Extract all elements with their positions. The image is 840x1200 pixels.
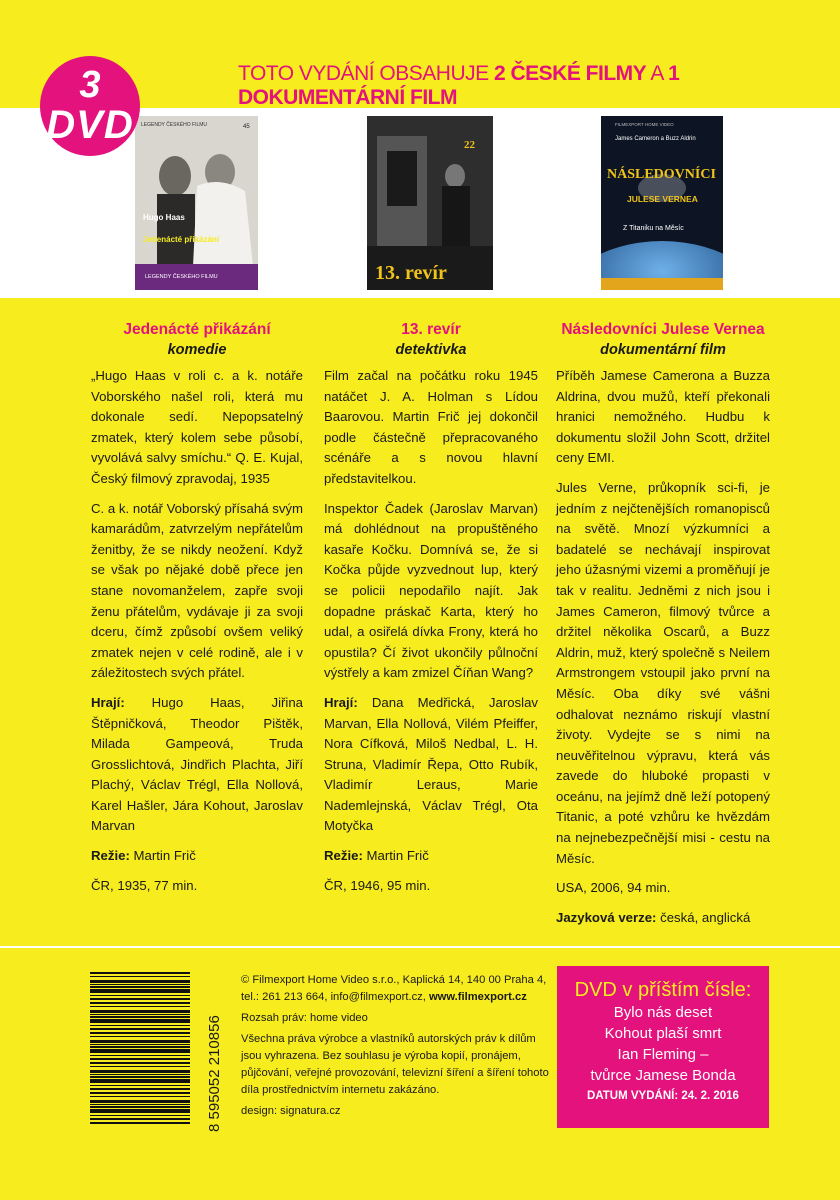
barcode-bar: [90, 998, 190, 1000]
cover-art-1: [135, 116, 258, 290]
cover-13-revir: [367, 116, 493, 290]
barcode-bar: [90, 1044, 190, 1045]
publisher-line1: © Filmexport Home Video s.r.o., Kaplická 14, 140 00 Praha 4,: [241, 974, 547, 986]
barcode-bar: [90, 1066, 190, 1067]
header-highlight2: 1 DOKUMENTÁRNÍ FILM: [238, 62, 680, 109]
barcode-bar: [90, 1122, 190, 1124]
barcode-bar: [90, 1032, 190, 1034]
film-director: [324, 846, 538, 867]
edition-header: [238, 62, 840, 110]
badge-number: 3: [79, 64, 101, 106]
cover2-badge: 22: [464, 139, 475, 151]
film-column-3: [556, 320, 770, 937]
language-value: česká, anglická: [660, 909, 751, 925]
cover-nasledovnici: [601, 116, 723, 290]
cover1-actor: Hugo Haas: [143, 213, 185, 222]
cover3-credit: James Cameron a Buzz Aldrin: [615, 136, 696, 142]
footer-divider: [0, 946, 840, 948]
cover3-title: NÁSLEDOVNÍCI: [607, 167, 716, 182]
barcode-bar: [90, 984, 190, 985]
promo-title: DVD v příštím čísle:: [574, 979, 752, 1001]
barcode-bar: [90, 976, 190, 977]
cast-list: Hugo Haas, Jiřina Štěpničková, Theodor Pištěk, Milada Gampeová, Truda Grosslichtová, Jindřich Plachta, Jiří Plachý, Václav Trégl, Ella Nollová, Karel Hašler, Jára Kohout, Jaroslav Marvan: [91, 694, 303, 834]
cover2-title: 13. revír: [375, 262, 447, 284]
publisher-address: [241, 972, 551, 1006]
language-label: Jazyková verze:: [556, 909, 657, 925]
barcode-bar: [90, 1079, 190, 1083]
barcode-bar: [90, 1104, 190, 1105]
film-title: Následovníci Julese Vernea: [561, 321, 765, 338]
film-info: ČR, 1935, 77 min.: [91, 877, 198, 893]
barcode-bar: [90, 1036, 190, 1037]
barcode-bar: [90, 1118, 190, 1120]
film-title: 13. revír: [401, 321, 461, 338]
barcode-bars: [90, 970, 190, 1130]
film-synopsis: C. a k. notář Voborský přísahá svým kamarádům, zatvrzelým nepřátelům ženitby, že se nikdy neožení. Když se však po nějaké době přece jen stane novomanželem, zapře svoji ženu přátelům, vydávaje ji za svoji dceru, čímž způsobí ovšem veliký zmatek nejen v celé rodině, ale i v záležitostech svých přátel.: [91, 500, 303, 681]
film-title: Jedenácté přikázání: [123, 321, 271, 338]
barcode-bar: [90, 1049, 190, 1053]
barcode-bar: [90, 986, 190, 988]
film-genre: dokumentární film: [600, 342, 726, 358]
barcode-bar: [90, 1092, 190, 1094]
barcode-bar: [90, 972, 190, 974]
film-synopsis: Inspektor Čadek (Jaroslav Marvan) má dohlédnout na propuštěného kasaře Kočku. Domnívá se, že si Kočka půjde vyzvednout lup, který se policii nepodařilo najít. Jak dopadne práskač Karta, který ho udal, a osiřelá dívka Frony, která ho opustila? Čí život ukončily půlnoční výstřely a kam zmizel Číňan Wang?: [324, 500, 538, 681]
badge-label: DVD: [46, 103, 134, 147]
barcode-bar: [90, 1100, 190, 1103]
film-column-1: [91, 320, 303, 905]
barcode-bar: [90, 1006, 190, 1007]
barcode-bar: [90, 1076, 190, 1078]
cover3-top-text: FILMEXPORT HOME VIDEO: [615, 122, 674, 127]
next-issue-promo: [557, 966, 769, 1128]
cover-jedenacte-prikazani: [135, 116, 258, 290]
promo-date-value: 24. 2. 2016: [681, 1090, 739, 1102]
cover3-tagline: Z Titaniku na Měsíc: [623, 225, 684, 232]
cover-art-3: [601, 116, 723, 290]
publisher-line2: tel.: 261 213 664, info@filmexport.cz,: [241, 991, 426, 1003]
publisher-info: [241, 972, 551, 1124]
legal-notice: Všechna práva výrobce a vlastníků autorských práv k dílům jsou vyhrazena. Bez souhlasu je výroba kopií, pronájem, půjčování, veřejné provozování, televizní šíření a šíření tohoto díla prostřednictvím internetu zakázáno.: [241, 1033, 549, 1096]
barcode-bar: [90, 1010, 190, 1013]
cast-label: Hrají:: [91, 694, 125, 710]
promo-item: Ian Fleming –: [617, 1046, 709, 1063]
barcode-bar: [90, 1040, 190, 1043]
barcode-bar: [90, 1014, 190, 1015]
film-language: [556, 908, 770, 929]
film-column-2: [324, 320, 538, 905]
film-genre: detektivka: [395, 342, 467, 358]
barcode-bar: [90, 1070, 190, 1073]
barcode-bar: [90, 1016, 190, 1018]
director-name: Martin Frič: [366, 848, 429, 864]
barcode-bar: [90, 1088, 190, 1090]
cover3-subtitle: JULESE VERNEA: [627, 194, 698, 204]
barcode-bar: [90, 1096, 190, 1097]
dvd-count-badge: [40, 56, 140, 156]
barcode-bar: [90, 1055, 190, 1056]
barcode-bar: [90, 1115, 190, 1116]
barcode-bar: [90, 995, 190, 996]
barcode-bar: [90, 1109, 190, 1113]
cover1-bottom: LEGENDY ČESKÉHO FILMU: [145, 274, 218, 280]
header-highlight: 2 ČESKÉ FILMY: [493, 62, 647, 85]
cast-list: Dana Medřická, Jaroslav Marvan, Ella Nollová, Vilém Pfeiffer, Nora Cífková, Miloš Nedbal, L. H. Struna, Vladimír Řepa, Otto Rubík, Vladimír Leraus, Marie Nademlejnská, Václav Trégl, Ota Motyčka: [324, 694, 539, 834]
barcode-bar: [90, 1002, 190, 1004]
barcode-bar: [90, 1028, 190, 1030]
barcode-digits: [193, 972, 229, 1132]
barcode-bar: [90, 1046, 190, 1048]
promo-item: tvůrce Jamese Bonda: [590, 1067, 736, 1084]
film-quote: „Hugo Haas v roli c. a k. notáře Voborského našel roli, která mu dokonale sedí. Nepopsatelný zmatek, který kolem sebe působí, vyvolává salvy smíchu.“ Q. E. Kujal, Český filmový zpravodaj, 1935: [91, 368, 303, 486]
rights-scope: Rozsah práv: home video: [241, 1012, 368, 1024]
promo-item: Kohout plaší smrt: [604, 1025, 722, 1042]
film-info: USA, 2006, 94 min.: [556, 880, 671, 896]
barcode-bar: [90, 1106, 190, 1108]
design-credit: design: signatura.cz: [241, 1105, 341, 1117]
director-label: Režie:: [91, 848, 130, 864]
cover1-top-text: LEGENDY ČESKÉHO FILMU: [141, 122, 208, 128]
barcode-bar: [90, 1058, 190, 1060]
header-prefix: TOTO VYDÁNÍ OBSAHUJE: [238, 62, 489, 85]
promo-date-label: DATUM VYDÁNÍ:: [587, 1090, 679, 1102]
cast-label: Hrají:: [324, 694, 358, 710]
cover-art-2: [367, 116, 493, 290]
promo-date: [557, 1090, 769, 1102]
film-cast: [324, 693, 538, 837]
film-intro: Příběh Jamese Camerona a Buzza Aldrina, dvou mužů, kteří překonali hranici nemožného. Hudbu k dokumentu složil John Scott, držitel ceny EMI.: [556, 368, 770, 466]
film-director: [91, 846, 303, 867]
barcode-bar: [90, 989, 190, 993]
barcode-bar: [90, 980, 190, 983]
barcode-bar: [90, 1025, 190, 1026]
barcode-bar: [90, 1062, 190, 1064]
publisher-website[interactable]: www.filmexport.cz: [428, 991, 527, 1003]
cover1-title: Jedenácté přikázání: [143, 235, 220, 244]
film-synopsis: Jules Verne, průkopník sci-fi, je jedním z nejčtenějších romanopisců na světě. Mnozí výzkumníci a badatelé se nechávají inspirovat jeho úžasnými vizemi a proměňují je tak v realitu. Jedněmi z nich jsou i James Cameron, filmový tvůrce a držitel několika Oscarů, a Buzz Aldrin, muž, který společně s Neilem Armstrongem vstoupil jako první na Měsíc. Oba díky své vášni odhalovat neznámo riskují vlastní životy. Vydejte se s nimi na neuvěřitelnou výpravu, která vás zavede do hluboké propasti v oceánu, na jejímž dně leží potopený Titanic, a poté vzhůru ke hvězdám na nejnebezpečnější misi - cestu na Měsíc.: [556, 479, 770, 866]
promo-item: Bylo nás deset: [613, 1004, 713, 1021]
barcode-number: 8 595052 210856: [206, 1015, 223, 1132]
barcode-bar: [90, 1074, 190, 1075]
film-genre: komedie: [167, 342, 227, 358]
header-middle: A: [650, 62, 663, 85]
film-info: ČR, 1946, 95 min.: [324, 877, 431, 893]
film-cast: [91, 693, 303, 837]
barcode-bar: [90, 1019, 190, 1023]
barcode-bar: [90, 1085, 190, 1086]
director-label: Režie:: [324, 848, 363, 864]
film-background: Film začal na počátku roku 1945 natáčet J. A. Holman s Lídou Baarovou. Martin Frič jej dokončil podle částečně přepracovaného scénáře a s novou hlavní představitelkou.: [324, 368, 538, 486]
cover1-badge: 45: [243, 124, 250, 130]
director-name: Martin Frič: [133, 848, 196, 864]
